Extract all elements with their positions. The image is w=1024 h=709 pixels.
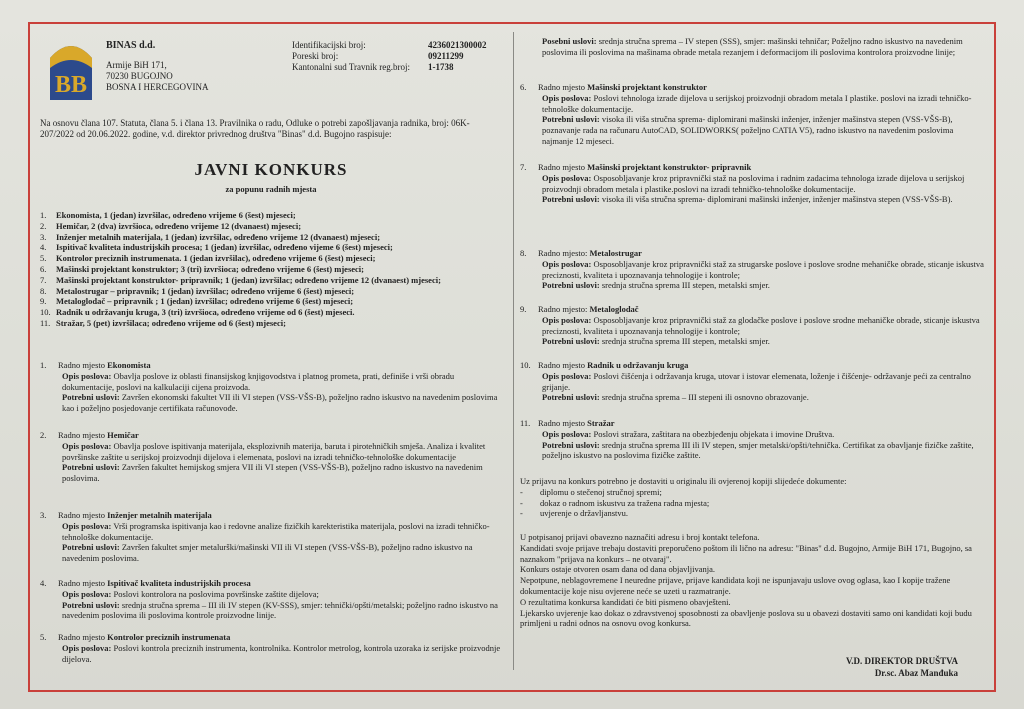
job-requirements bbox=[520, 194, 985, 205]
label-opis: Opis poslova: bbox=[542, 370, 592, 381]
ad-subtitle: za popunu radnih mjesta bbox=[225, 184, 317, 194]
job-requirements bbox=[520, 36, 985, 58]
position-item bbox=[40, 286, 510, 297]
position-text: Ekonomista, 1 (jedan) izvršilac, određeno vrijeme 6 (šest) mjeseci; bbox=[56, 210, 296, 220]
position-text: Metaloglodač – pripravnik ; 1 (jedan) izvršilac; određeno vrijeme 6 (šest) mjeseci; bbox=[56, 296, 354, 307]
position-item bbox=[40, 275, 510, 286]
id-label: Kantonalni sud Travnik reg.broj: bbox=[292, 62, 410, 72]
position-item bbox=[40, 232, 510, 243]
opis-text: Osposobljavanje kroz pripravnički staž na poslovima i radnim zadacima tehnologa izrade dijelova u serijskoj proizvodnji obradom metala i plastike.poslovi na izradi tehničko-tehnološke dokumentacije. bbox=[542, 172, 965, 194]
job-heading bbox=[520, 304, 985, 315]
position-text: Inženjer metalnih materijala, 1 (jedan) izvršilac, određeno vrijeme 12 (dvanaest) mjeseci; bbox=[56, 231, 381, 242]
closing-line: Nepotpune, neblagovremene I neuredne prijave, prijave kandidata koji ne ispunjavaju uslove ovog oglasa, kao I kopije tražene dokumentacije koje nisu ovjerene neće se uzeti u razmatranje. bbox=[520, 575, 951, 596]
position-number: 2. bbox=[40, 220, 47, 231]
registration-ids bbox=[292, 40, 512, 73]
label-uslovi: Posebni uslovi: bbox=[542, 36, 597, 46]
job-prefix: Radno mjesto: bbox=[538, 248, 590, 258]
list-item: - diplomu o stečenoj stručnoj spremi; bbox=[520, 486, 662, 497]
job-section bbox=[40, 578, 502, 621]
document-item: diplomu o stečenoj stručnoj spremi; bbox=[540, 486, 662, 497]
position-item bbox=[40, 296, 510, 307]
job-name: Ispitivač kvaliteta industrijskih procesa bbox=[107, 578, 251, 588]
job-section bbox=[520, 162, 985, 205]
job-description bbox=[520, 93, 985, 115]
job-description bbox=[520, 429, 985, 440]
job-heading bbox=[520, 360, 985, 371]
job-name: Inženjer metalnih materijala bbox=[107, 510, 212, 520]
opis-text: Obavlja poslove ispitivanja materijala, eksplozivnih materija, baruta i pirotehničkih smješa. Analiza i kvalitet površinske zaštite u serijskoj proizvodnji dijelova i elemenata, poslovi na izradi tehničko-tehnološke dokumentacije bbox=[62, 440, 486, 462]
label-opis: Opis poslova: bbox=[62, 520, 112, 531]
job-section bbox=[40, 632, 502, 664]
job-description bbox=[40, 441, 502, 463]
job-prefix: Radno mjesto bbox=[538, 360, 588, 370]
position-item bbox=[40, 318, 510, 329]
id-label: Identifikacijski broj: bbox=[292, 40, 366, 50]
closing-line: Kandidati svoje prijave trebaju dostaviti preporučeno poštom ili lično na adresu: "Binas" d.d. Bugojno, Armije BiH 171, Bugojno, sa naznakom "prijava na konkurs – ne otvaraj". bbox=[520, 542, 972, 564]
position-text: Radnik u održavanju kruga, 3 (tri) izvršioca, određeno vrijeme od 6 (šest) mjeseci. bbox=[56, 307, 355, 318]
label-opis: Opis poslova: bbox=[62, 588, 112, 599]
job-description bbox=[40, 643, 502, 665]
uslovi-text: srednja stručna sprema III stepen, metalski smjer. bbox=[601, 280, 770, 291]
position-number: 9. bbox=[40, 296, 47, 307]
label-uslovi: Potrebni uslovi: bbox=[542, 280, 600, 291]
logo-letters: BB bbox=[54, 72, 88, 98]
id-value: 4236021300002 bbox=[428, 40, 487, 50]
job-prefix: Radno mjesto bbox=[538, 418, 588, 428]
job-prefix: Radno mjesto: bbox=[538, 304, 590, 314]
uslovi-text: srednja stručna sprema III stepen, metalski smjer. bbox=[601, 336, 770, 347]
job-number: 4. bbox=[40, 578, 47, 588]
job-heading bbox=[520, 162, 985, 173]
position-number: 11. bbox=[40, 317, 51, 328]
job-prefix: Radno mjesto bbox=[58, 578, 108, 588]
job-requirements bbox=[520, 114, 985, 146]
job-name: Stražar bbox=[587, 418, 615, 428]
intro-paragraph: Na osnovu člana 107. Statuta, člana 5. i člana 13. Pravilnika o radu, Odluke o potrebi zapošljavanja radnika, broj: 06K-207/2022 od 20.06.2022. godine, v.d. direktor privrednog društva "Binas" d.d. Bugojno raspisuje: bbox=[40, 118, 470, 139]
opis-text: Osposobljavanje kroz pripravnički staž za strugarske poslove i poslove srodne mehaničke obrade, sticanje iskustva preciznosti, kvaliteta i upoznavanja tehnologije i kontrole; bbox=[542, 258, 984, 280]
job-description bbox=[520, 173, 985, 195]
job-section bbox=[520, 418, 985, 461]
uslovi-text: visoka ili viša stručna sprema- diplomirani mašinski inženjer, inženjer mašinstva stepen (VSS-VŠS-B), poznavanje rada na računaru AutoCAD, SOLIDWORKS( poželjno CATIA V5), radno iskustvo na navedenim poslovima najmanje 12 mjeseci. bbox=[542, 114, 954, 146]
company-address-1: Armije BiH 171, bbox=[106, 60, 167, 70]
job-prefix: Radno mjesto bbox=[538, 162, 588, 172]
job-heading bbox=[40, 632, 502, 643]
job-number: 7. bbox=[520, 162, 527, 172]
company-address-3: BOSNA I HERCEGOVINA bbox=[106, 82, 209, 92]
uslovi-text: visoka ili viša stručna sprema- diplomirani mašinski inženjer, inženjer mašinstva stepen (VSS-VŠS-B). bbox=[601, 194, 953, 205]
job-requirements bbox=[520, 440, 985, 462]
job-name: Kontrolor preciznih instrumenata bbox=[107, 632, 231, 642]
list-item: - dokaz o radnom iskustvu za tražena radna mjesta; bbox=[520, 497, 710, 508]
job-name: Ekonomista bbox=[107, 360, 151, 370]
position-text: Mašinski projektant konstruktor- pripravnik; 1 (jedan) izvršilac; određeno vrijeme 12 (dvanaest) mjeseci; bbox=[56, 274, 441, 285]
label-uslovi: Potrebni uslovi: bbox=[542, 114, 600, 125]
job-name: Metaloglodač bbox=[589, 304, 639, 314]
job-description bbox=[520, 315, 985, 337]
job-number: 11. bbox=[520, 418, 531, 428]
job-requirements bbox=[40, 392, 502, 414]
job-section bbox=[520, 248, 985, 291]
id-row bbox=[292, 40, 512, 51]
position-text: Mašinski projektant konstruktor; 3 (tri) izvršioca; određeno vrijeme 6 (šest) mjeseci; bbox=[56, 263, 364, 274]
job-name: Hemičar bbox=[107, 430, 139, 440]
label-uslovi: Potrebni uslovi: bbox=[62, 599, 120, 610]
job-number: 8. bbox=[520, 248, 527, 258]
job-requirements bbox=[40, 462, 502, 484]
job-description bbox=[40, 371, 502, 393]
opis-text: Poslovi kontrolora na poslovima površinske zaštite dijelova; bbox=[113, 588, 319, 599]
position-number: 4. bbox=[40, 242, 47, 253]
label-uslovi: Potrebni uslovi: bbox=[542, 392, 600, 403]
job-section bbox=[520, 304, 985, 347]
id-row bbox=[292, 51, 512, 62]
position-text: Hemičar, 2 (dva) izvršioca, određeno vrijeme 12 (dvanaest) mjeseci; bbox=[56, 220, 302, 231]
closing-line: O rezultatima konkursa kandidati će biti pismeno obavješteni. bbox=[520, 596, 731, 607]
position-number: 3. bbox=[40, 231, 47, 242]
job-requirements bbox=[40, 542, 502, 564]
job-section bbox=[520, 82, 985, 147]
job-description bbox=[520, 371, 985, 393]
job-requirements bbox=[520, 392, 985, 403]
job-number: 5. bbox=[40, 632, 47, 642]
position-number: 6. bbox=[40, 263, 47, 274]
opis-text: Vrši programska ispitivanja kao i redovne analize fizičkih karekteristika materijala, poslovi na izradi tehničko-tehnološke dokumentacije. bbox=[62, 520, 490, 542]
company-block bbox=[106, 40, 286, 93]
position-text: Metalostrugar – pripravnik; 1 (jedan) izvršilac; određeno vrijeme 6 (šest) mjeseci; bbox=[56, 285, 355, 296]
job-name: Mašinski projektant konstruktor bbox=[587, 82, 707, 92]
job-name: Metalostrugar bbox=[589, 248, 642, 258]
position-number: 8. bbox=[40, 285, 47, 296]
documents-intro: Uz prijavu na konkurs potrebno je dostaviti u originalu ili ovjerenoj kopiji slijedeće dokumente: bbox=[520, 476, 847, 486]
opis-text: Obavlja poslove iz oblasti finansijskog knjigovodstva i platnog prometa, prati, definiše i vrši obradu dokumentacije, poslovi na kalkulaciji cijena proizvoda. bbox=[62, 370, 455, 392]
job-prefix: Radno mjesto bbox=[58, 632, 108, 642]
job-description bbox=[40, 589, 502, 600]
position-item bbox=[40, 242, 510, 253]
job-number: 3. bbox=[40, 510, 47, 520]
position-item bbox=[40, 307, 510, 318]
position-text: Kontrolor preciznih instrumenata. 1 (jedan izvršilac), određeno vrijeme 6 (šest) mjeseci; bbox=[56, 253, 376, 264]
job-heading bbox=[40, 360, 502, 371]
signature-title: V.D. DIREKTOR DRUŠTVA bbox=[845, 656, 958, 666]
job-prefix: Radno mjesto bbox=[58, 360, 108, 370]
job-prefix: Radno mjesto bbox=[58, 510, 108, 520]
label-uslovi: Potrebni uslovi: bbox=[62, 392, 120, 403]
company-name: BINAS d.d. bbox=[106, 40, 156, 51]
document-item: uvjerenje o državljanstvu. bbox=[540, 508, 629, 519]
label-opis: Opis poslova: bbox=[542, 428, 592, 439]
label-uslovi: Potrebni uslovi: bbox=[542, 336, 600, 347]
documents-block bbox=[520, 476, 985, 519]
job-number: 9. bbox=[520, 304, 527, 314]
closing-block bbox=[520, 532, 985, 629]
job-section bbox=[40, 430, 502, 484]
uslovi-text: srednja stručna sprema – IV stepen (SSS), smjer: mašinski tehničar; Poželjno radno iskustvo na navedenim poslovima ili poslovima na mašinama obrade metala rezanjem i deformacijom ili poslovima kontrolora proizvodne linije; bbox=[542, 36, 963, 57]
job-description bbox=[40, 521, 502, 543]
job-number: 1. bbox=[40, 360, 47, 370]
job-description bbox=[520, 259, 985, 281]
label-opis: Opis poslova: bbox=[542, 314, 592, 325]
uslovi-text: Završen fakultet smjer metalurški/mašinski VII ili VI stepen (VSS-VŠS-B), poželjno radno iskustvo na navedenim poslovima. bbox=[62, 542, 473, 564]
job-heading bbox=[520, 82, 985, 93]
job-heading bbox=[40, 578, 502, 589]
job-number: 2. bbox=[40, 430, 47, 440]
job-prefix: Radno mjesto bbox=[538, 82, 588, 92]
ad-title: JAVNI KONKURS bbox=[194, 160, 348, 179]
uslovi-text: Završen ekonomski fakultet VII ili VI stepen (VSS-VŠS-B), poželjno radno iskustvo na navedenim poslovima kao i poželjno posjedovanje certifikata računovođe. bbox=[62, 392, 498, 414]
job-number: 6. bbox=[520, 82, 527, 92]
signature-name: Dr.sc. Abaz Manđuka bbox=[874, 668, 958, 678]
list-item: - uvjerenje o državljanstvu. bbox=[520, 508, 629, 519]
job-name: Mašinski projektant konstruktor- pripravnik bbox=[587, 162, 752, 172]
job-section-continuation bbox=[520, 36, 985, 58]
position-number: 10. bbox=[40, 307, 51, 318]
opis-text: Poslovi kontrola preciznih instrumenta, kontrolnika. Kontrolor metrolog, kontrola uzoraka iz serijske proizvodnje dijelova. bbox=[62, 642, 501, 664]
opis-text: Osposobljavanje kroz pripravnički staž za glodačke poslove i poslove srodne mehaničke obrade, sticanje iskustva preciznosti, kvaliteta i upoznavanja tehnologije i kontrole; bbox=[542, 314, 980, 336]
label-uslovi: Potrebni uslovi: bbox=[62, 462, 120, 473]
signature-block bbox=[700, 656, 958, 678]
closing-line: Konkurs ostaje otvoren osam dana od dana objavljivanja. bbox=[520, 564, 715, 575]
company-address-2: 70230 BUGOJNO bbox=[106, 71, 173, 81]
label-uslovi: Potrebni uslovi: bbox=[62, 542, 120, 553]
id-value: 1-1738 bbox=[428, 62, 454, 72]
job-heading bbox=[40, 430, 502, 441]
job-heading bbox=[40, 510, 502, 521]
uslovi-text: srednja stručna sprema – III ili IV stepen (KV-SSS), smjer: tehnički/opšti/metalski; poželjno radno iskustvo na navedenim poslovima ili poslovima kontrole proizvodne linije. bbox=[62, 599, 498, 621]
label-opis: Opis poslova: bbox=[62, 370, 112, 381]
position-text: Ispitivač kvaliteta industrijskih procesa; 1 (jedan) izvršilac, određeno vijeme 6 (šest) mjeseci; bbox=[56, 242, 393, 253]
position-item bbox=[40, 264, 510, 275]
id-row bbox=[292, 62, 512, 73]
job-section bbox=[40, 510, 502, 564]
opis-text: Poslovi čišćenja i održavanja kruga, utovar i istovar elemenata, loženje i čišćenje- održavanje peći za centralno grijanje. bbox=[542, 370, 971, 392]
uslovi-text: srednja stručna sprema III ili IV stepen, smjer metalski/opšti/tehnička. Certifikat za obavljanje fizičke zaštite, poželjno iskustvo na poslovima fizičke zaštite. bbox=[542, 439, 974, 461]
job-heading bbox=[520, 248, 985, 259]
label-opis: Opis poslova: bbox=[542, 92, 592, 103]
position-number: 1. bbox=[40, 210, 47, 220]
column-divider bbox=[513, 32, 514, 670]
job-section bbox=[520, 360, 985, 403]
job-requirements bbox=[520, 336, 985, 347]
job-requirements bbox=[520, 280, 985, 291]
id-label: Poreski broj: bbox=[292, 51, 339, 61]
job-heading bbox=[520, 418, 985, 429]
position-item bbox=[40, 221, 510, 232]
label-opis: Opis poslova: bbox=[62, 642, 112, 653]
label-uslovi: Potrebni uslovi: bbox=[542, 194, 600, 205]
job-section bbox=[40, 360, 502, 414]
position-number: 5. bbox=[40, 253, 47, 264]
job-requirements bbox=[40, 600, 502, 622]
positions-list bbox=[40, 210, 510, 329]
job-number: 10. bbox=[520, 360, 531, 370]
position-item bbox=[40, 210, 510, 221]
job-prefix: Radno mjesto bbox=[58, 430, 108, 440]
closing-line: Ljekarsko uvjerenje kao dokaz o zdravstvenoj sposobnosti za obavljenje poslova su u obavezi dostaviti samo oni kandidati koji budu primljeni u radni odnos na osnovu ovog konkursa. bbox=[520, 607, 972, 629]
position-number: 7. bbox=[40, 274, 47, 285]
opis-text: Poslovi stražara, zaštitara na obezbjeđenju objekata i imovine Društva. bbox=[593, 428, 835, 439]
binas-logo-icon bbox=[48, 38, 94, 102]
label-uslovi: Potrebni uslovi: bbox=[542, 439, 600, 450]
uslovi-text: Završen fakultet hemijskog smjera VII ili VI stepen (VSS-VŠS-B), poželjno radno iskustvo na navedenim poslovima. bbox=[62, 462, 483, 484]
position-text: Stražar, 5 (pet) izvršilaca; određeno vrijeme od 6 (šest) mjeseci; bbox=[56, 317, 286, 328]
label-opis: Opis poslova: bbox=[542, 172, 592, 183]
opis-text: Poslovi tehnologa izrade dijelova u serijskoj proizvodnji obradom metala I plastike. poslovi na izradi tehničko-tehnološke dokumentacije. bbox=[542, 92, 972, 114]
uslovi-text: srednja stručna sprema – III stepeni ili osnovno obrazovanje. bbox=[601, 392, 809, 403]
position-item bbox=[40, 253, 510, 264]
label-opis: Opis poslova: bbox=[542, 258, 592, 269]
id-value: 09211299 bbox=[428, 51, 464, 61]
job-name: Radnik u održavanju kruga bbox=[587, 360, 689, 370]
closing-line: U potpisanoj prijavi obavezno naznačiti adresu i broj kontakt telefona. bbox=[520, 532, 760, 542]
document-item: dokaz o radnom iskustvu za tražena radna mjesta; bbox=[540, 497, 710, 508]
label-opis: Opis poslova: bbox=[62, 440, 112, 451]
